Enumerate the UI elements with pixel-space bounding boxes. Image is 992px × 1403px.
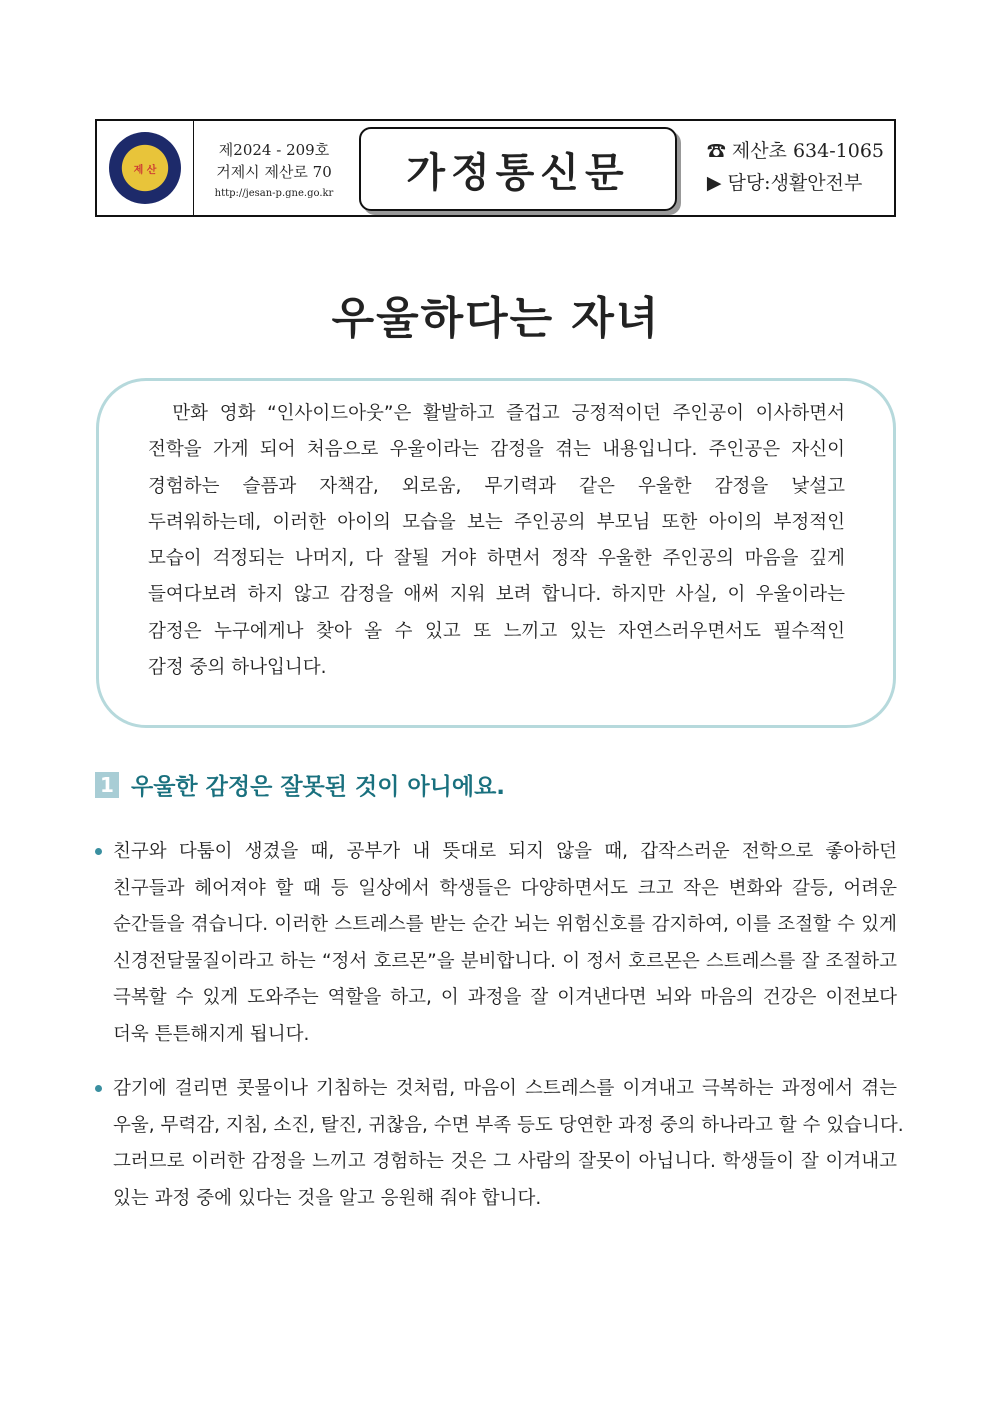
- department: ▶ 담당:생활안전부: [706, 172, 863, 194]
- text-line: 전학을 가게 되어 처음으로 우울이라는 감정을 겪는 내용입니다. 주인공은 자신이: [148, 439, 845, 461]
- text-line: 그러므로 이러한 감정을 느끼고 경험하는 것은 그 사람의 잘못이 아닙니다. 학생들이 잘 이겨내고: [113, 1151, 897, 1172]
- text-line: 감기에 걸리면 콧물이나 기침하는 것처럼, 마음이 스트레스를 이겨내고 극복하는 과정에서 겪는: [113, 1078, 897, 1099]
- school-url[interactable]: http://jesan-p.gne.go.kr: [214, 188, 334, 199]
- logo-text: 제 산: [133, 164, 157, 176]
- text-line: 감정 중의 하나입니다.: [148, 657, 327, 679]
- bullet-dot-icon: [95, 1085, 102, 1092]
- letterhead: [95, 119, 896, 217]
- text-line: 친구와 다툼이 생겼을 때, 공부가 내 뜻대로 되지 않을 때, 갑작스러운 전학으로 좋아하던: [113, 841, 897, 862]
- text-line: 두려워하는데, 이러한 아이의 모습을 보는 주인공의 부모님 또한 아이의 부정적인: [148, 511, 845, 533]
- text-line: 더욱 튼튼해지게 됩니다.: [113, 1023, 310, 1045]
- text-line: 우울, 무력감, 지침, 소진, 탈진, 귀찮음, 수면 부족 등도 당연한 과정 중의 하나라고 할 수 있습니다.: [113, 1114, 904, 1136]
- section-heading: [95, 768, 505, 801]
- bullet-dot-icon: [95, 848, 102, 855]
- text-line: 감정은 누구에게나 찾아 올 수 있고 또 느끼고 있는 자연스러우면서도 필수적인: [148, 620, 845, 642]
- text-line: 신경전달물질이라고 하는 “정서 호르몬”을 분비합니다. 이 정서 호르몬은 스트레스를 잘 조절하고: [113, 950, 897, 972]
- phone: ☎ 제산초 634-1065: [706, 140, 884, 162]
- contact-info: [707, 135, 884, 199]
- text-line: 친구들과 헤어져야 할 때 등 일상에서 학생들은 다양하면서도 크고 작은 변화와 갈등, 어려운: [113, 877, 897, 899]
- school-logo-cell: [97, 121, 194, 215]
- section-title: 우울한 감정은 잘못된 것이 아니에요.: [131, 774, 506, 800]
- issue-info: [194, 121, 354, 215]
- text-line: 경험하는 슬픔과 자책감, 외로움, 무기력과 같은 우울한 감정을 낯설고: [148, 475, 845, 497]
- text-line: 모습이 걱정되는 나머지, 다 잘될 거야 하면서 정작 우울한 주인공의 마음을 깊게: [148, 548, 845, 570]
- section-number: 1: [95, 772, 119, 798]
- page-title: 우울하다는 자녀: [331, 293, 661, 344]
- school-address: 거제시 제산로 70: [216, 163, 332, 181]
- bullet-item: [95, 834, 897, 1053]
- bullet-item: [95, 1071, 904, 1217]
- newsletter-title: 가정통신문: [359, 127, 677, 211]
- school-logo: [109, 132, 181, 204]
- text-line: 극복할 수 있게 도와주는 역할을 하고, 이 과정을 잘 이겨낸다면 뇌와 마음의 건강은 이전보다: [113, 987, 897, 1008]
- text-line: 만화 영화 “인사이드아웃”은 활발하고 즐겁고 긍정적이던 주인공이 이사하면서: [148, 403, 845, 424]
- text-line: 순간들을 겪습니다. 이러한 스트레스를 받는 순간 뇌는 위험신호를 감지하여, 이를 조절할 수 있게: [113, 914, 897, 935]
- issue-number: 제2024 - 209호: [218, 141, 330, 159]
- text-line: 들여다보려 하지 않고 감정을 애써 지워 보려 합니다. 하지만 사실, 이 우울이라는: [148, 584, 845, 606]
- text-line: 있는 과정 중에 있다는 것을 알고 응원해 줘야 합니다.: [113, 1187, 542, 1209]
- intro-text: [148, 396, 845, 686]
